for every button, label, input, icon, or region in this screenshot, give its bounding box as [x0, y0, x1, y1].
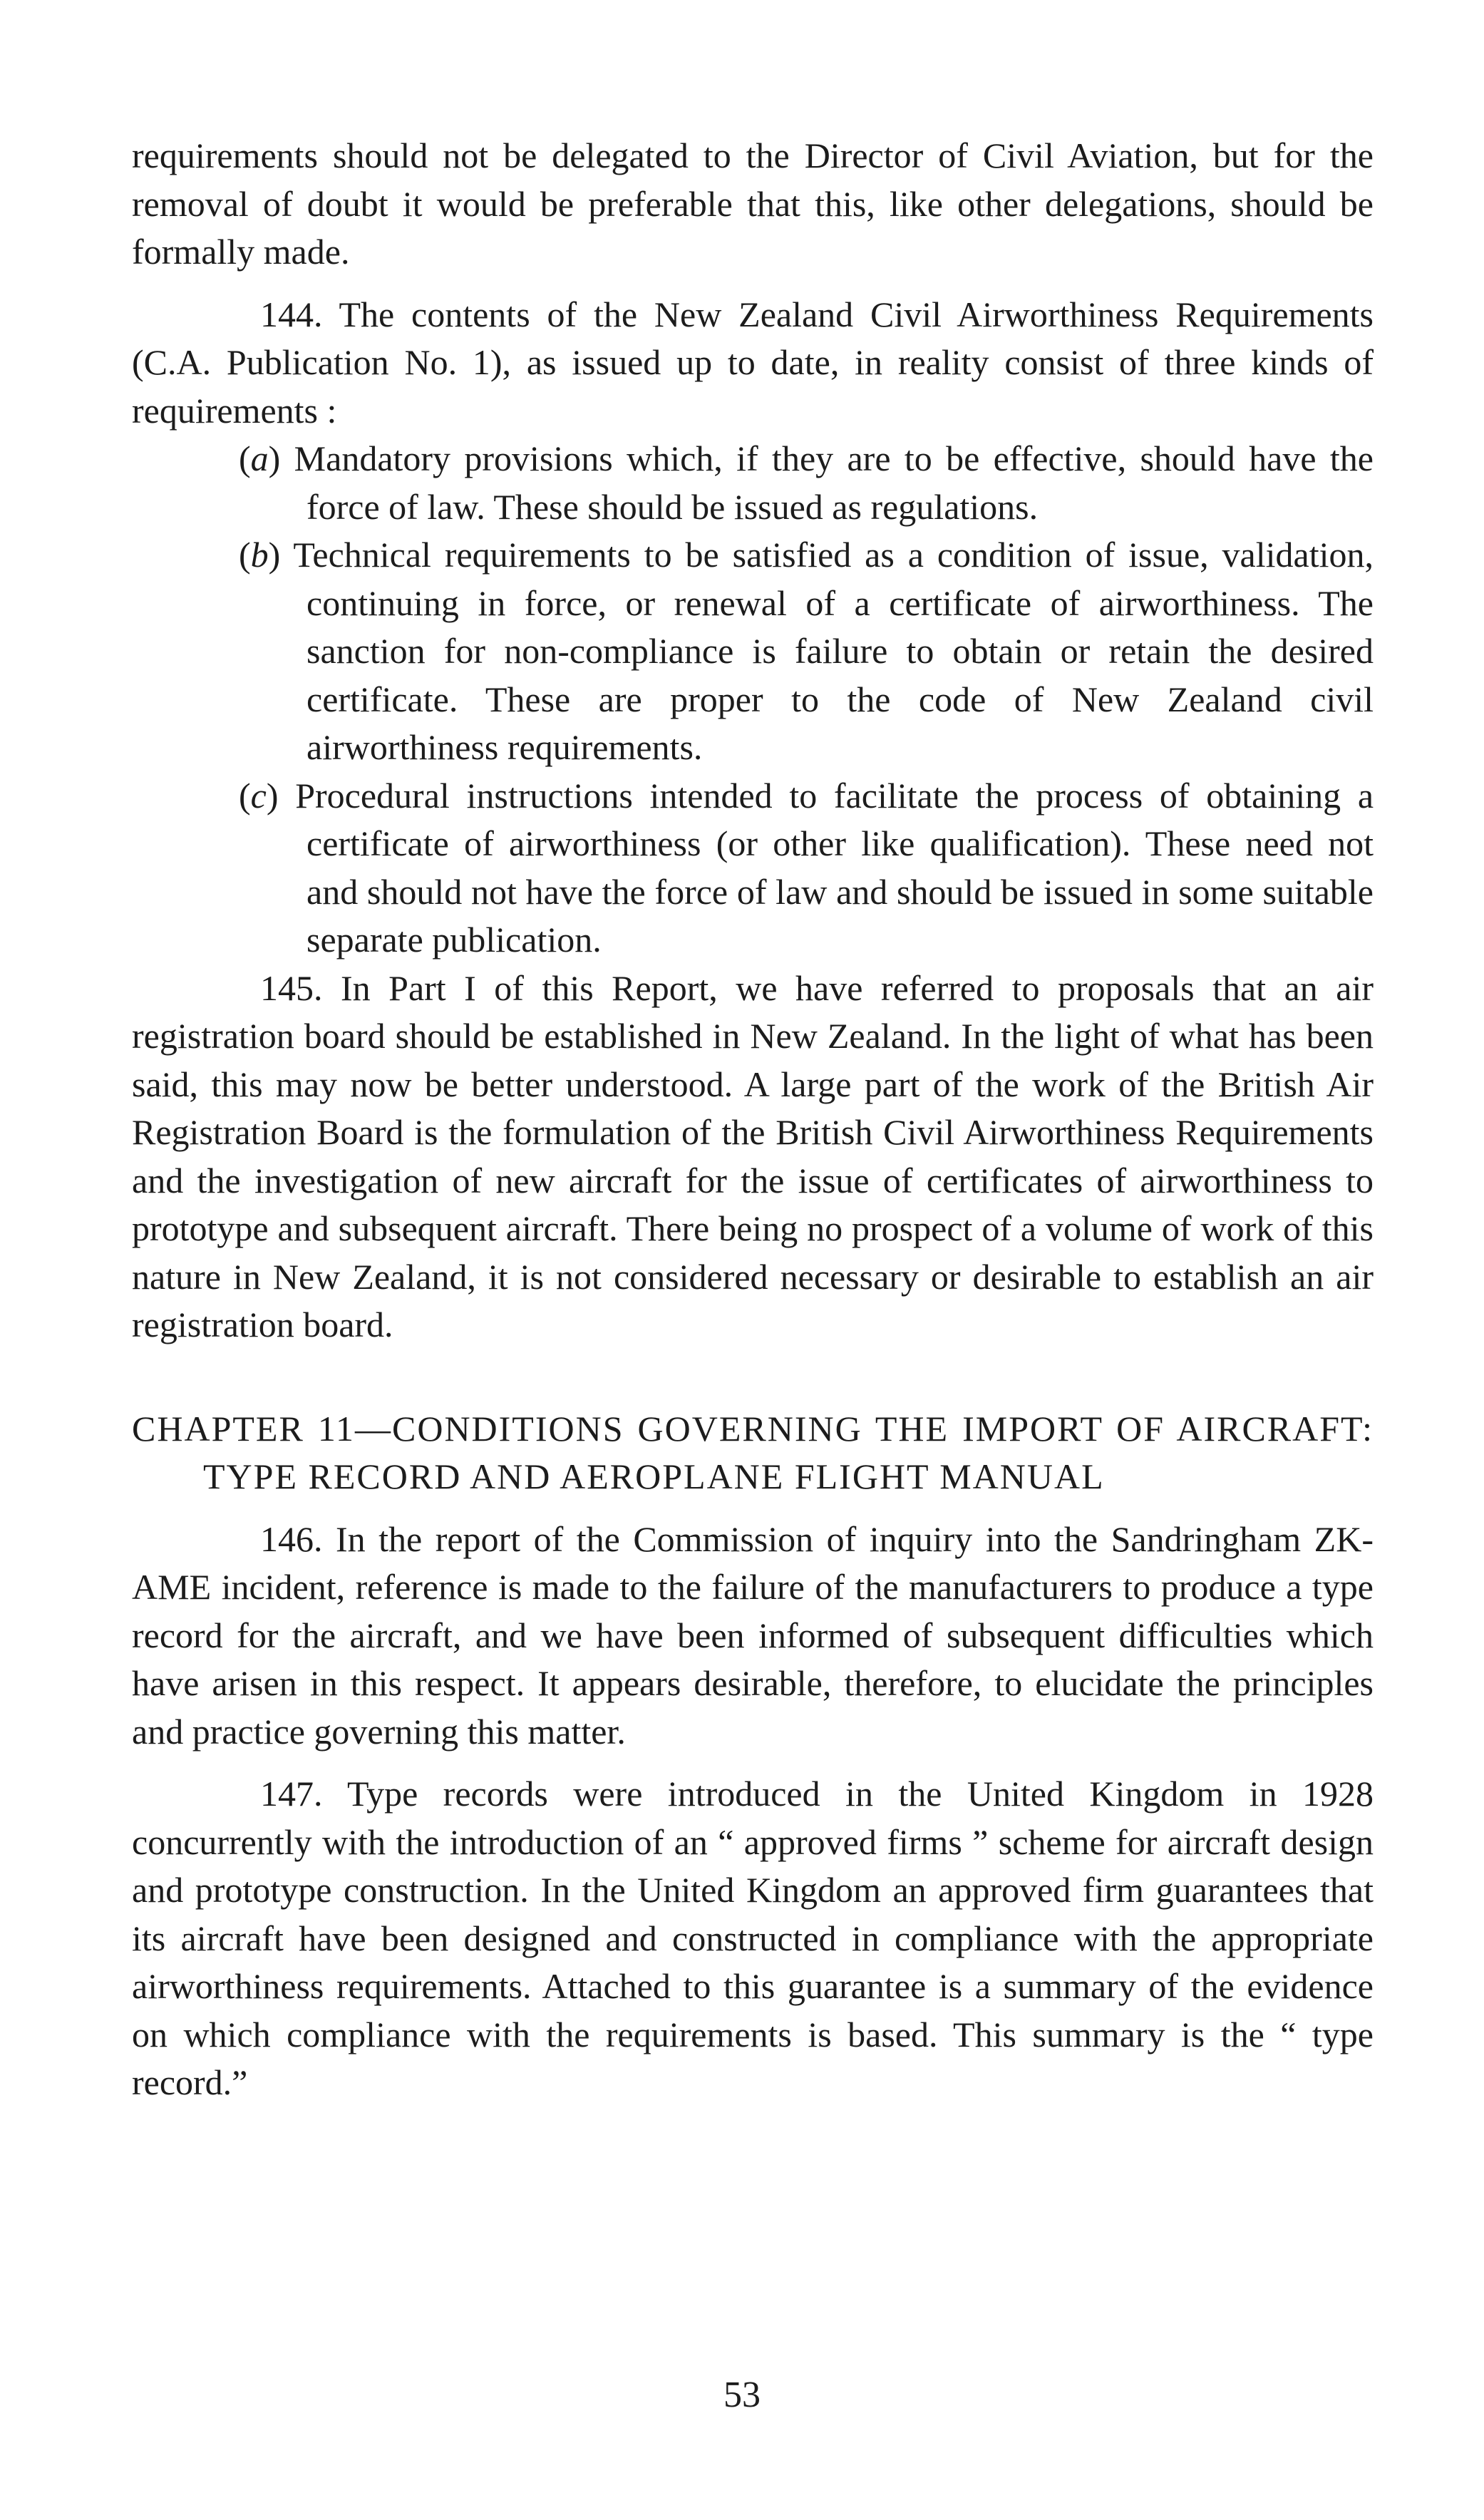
paragraph-144: 144. The contents of the New Zealand Civil Airworthiness Requirements (C.A. Publication No. 1), as issued up to date, in reality consist of three kinds of requirements : — [132, 294, 1374, 431]
paragraph-146: 146. In the report of the Commission of inquiry into the Sandringham ZK-AME incident, reference is made to the failure of the manufacturers to produce a type record for the aircraft, and we have been informed of subsequent difficulties which have arisen in this respect. It appears desirable, therefore, to elucidate the principles and practice governing this matter. — [132, 1518, 1374, 1752]
requirements-list — [132, 435, 1374, 965]
paragraph-145: 145. In Part I of this Report, we have referred to proposals that an air registration board should be established in New Zealand. In the light of what has been said, this may now be better understood. A large part of the work of the British Air Registration Board is the formulation of the British Civil Airworthiness Requirements and the investigation of new aircraft for the issue of certificates of airworthiness to prototype and subsequent aircraft. There being no prospect of a volume of work of this nature in New Zealand, it is not considered necessary or desirable to establish an air registration board. — [132, 967, 1374, 1344]
paragraph-continuation: requirements should not be delegated to the Director of Civil Aviation, but for the removal of doubt it would be preferable that this, like other delegations, should be formally made. — [132, 135, 1374, 272]
list-item-a — [132, 435, 1374, 531]
page-number: 53 — [723, 2375, 761, 2415]
list-item-text: Mandatory provisions which, if they are to be effective, should have the force of law. These should be issued as regulations. — [294, 438, 1374, 527]
list-item-label: (c) — [239, 775, 279, 816]
chapter-heading: CHAPTER 11—CONDITIONS GOVERNING THE IMPORT OF AIRCRAFT: TYPE RECORD AND AEROPLANE FLIGHT MANUAL — [132, 1408, 1374, 1496]
list-item-label: (b) — [239, 535, 281, 575]
page-body — [132, 132, 1374, 2107]
list-item-text: Procedural instructions intended to facilitate the process of obtaining a certificate of airworthiness (or other like qualification). These need not and should not have the force of law and should be issued in some suitable separate publication. — [295, 775, 1374, 960]
list-item-c — [132, 772, 1374, 965]
paragraph-147: 147. Type records were introduced in the United Kingdom in 1928 concurrently with the introduction of an “ approved firms ” scheme for aircraft design and prototype construction. In the United Kingdom an approved firm guarantees that its aircraft have been designed and constructed in compliance with the appropriate airworthiness requirements. Attached to this guarantee is a summary of the evidence on which compliance with the requirements is based. This summary is the “ type record.” — [132, 1774, 1374, 2102]
list-item-text: Technical requirements to be satisfied as a condition of issue, validation, continuing in force, or renewal of a certificate of airworthiness. The sanction for non-compliance is failure to obtain or retain the desired certificate. These are proper to the code of New Zealand civil airworthiness requirements. — [293, 535, 1374, 767]
list-item-label: (a) — [239, 438, 281, 478]
list-item-b — [132, 531, 1374, 772]
